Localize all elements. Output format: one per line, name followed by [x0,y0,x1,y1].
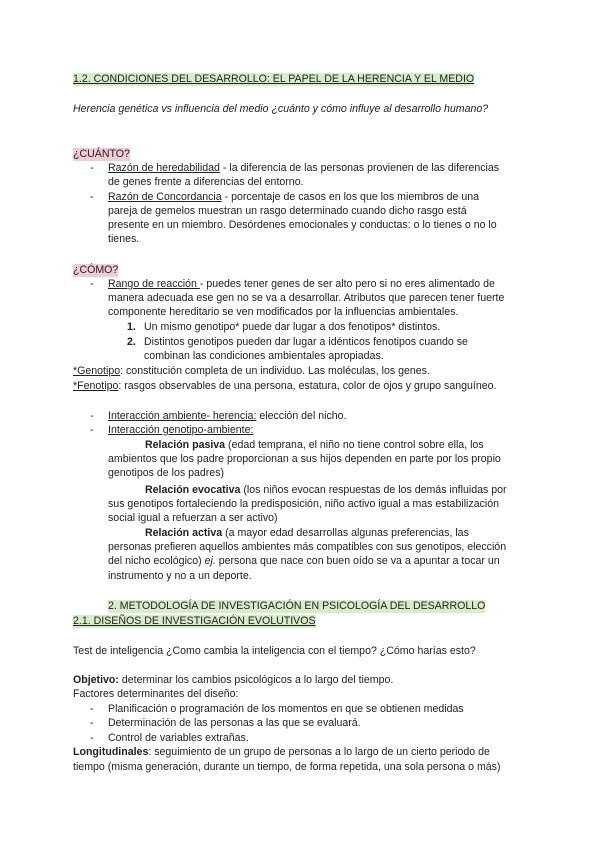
fenotipo-def [73,380,496,393]
text-line: tiempo (misma generación, durante un tiempo, de forma repetida, una sola persona o más) [73,761,501,773]
list-item: Planificación o programación de los momentos en que se obtienen medidas [108,703,464,715]
bullet-dash: - [90,278,94,290]
text-line: componente hereditario se ven modificados por la influencias ambientales. [108,306,459,318]
bullet-dash: - [90,717,94,729]
text-line: de genes frente a diferencias del entorno. [108,176,304,188]
bullet-dash: - [90,162,94,174]
objetivo-line [73,674,393,687]
text: (edad temprana, el niño no tiene control sobre ella, los [225,439,484,451]
bullet-dash: - [90,732,94,744]
longitudinales-line [73,746,490,759]
section-title: 1.2. CONDICIONES DEL DESARROLLO: EL PAPEL DE LA HERENCIA Y EL MEDIO [73,73,475,85]
text: : rasgos observables de una persona, estatura, color de ojos y grupo sanguíneo. [118,380,497,392]
bullet-dash: - [90,410,94,422]
interaccion-item1 [108,410,347,423]
list-number: 1. [127,321,136,333]
text-line: personas prefieren aquellos ambientes más compatibles con sus genotipos, elección [108,541,507,553]
term-longitudinales: Longitudinales [73,746,149,758]
text-line: Un mismo genotipo* puede dar lugar a dos fenotipos* distintos. [144,321,441,333]
section2-title: 2. METODOLOGÍA DE INVESTIGACIÓN EN PSICOLOGÍA DEL DESARROLLO [108,600,486,612]
text: : constitución completa de un individuo. Las moléculas, los genes. [120,365,430,377]
text-line: presente en un miembro. Desórdenes emocionales y conductas: o lo tienes o no lo [108,219,497,231]
term-interaccion-genotipo: Interacción genotipo-ambiente: [108,424,254,436]
text-line: tienes. [108,233,140,245]
genotipo-def [73,365,430,378]
cuanto-item2 [108,191,479,204]
term-heredabilidad: Razón de heredabilidad [108,162,220,174]
term-fenotipo: *Fenotipo [73,380,119,392]
term-concordancia: Razón de Concordancia [108,191,222,203]
text: del nicho ecológico) [108,555,205,567]
section21-title: 2.1. DISEÑOS DE INVESTIGACIÓN EVOLUTIVOS [73,615,316,627]
pasiva-line [145,439,484,452]
text-line: Distintos genotipos pueden dar lugar a idénticos fenotipos cuando se [144,336,468,348]
term-pasiva: Relación pasiva [145,439,226,451]
term-genotipo: *Genotipo [73,365,121,377]
bullet-dash: - [90,703,94,715]
list-item: Determinación de las personas a las que se evaluará. [108,717,361,729]
text: persona que nace con buen oído se va a apuntar a tocar un [215,555,500,567]
term-objetivo: Objetivo: [73,674,119,686]
term-activa: Relación activa [145,527,223,539]
list-number: 2. [127,336,136,348]
evocativa-line [145,484,507,497]
bullet-dash: - [90,191,94,203]
text: - porcentaje de casos en los que los miembros de una [221,191,480,203]
bullet-dash: - [90,424,94,436]
text: elección del nicho. [256,410,347,422]
text-line: pareja de gemelos muestran un rasgo determinado cuando dicho rasgo está [108,205,467,217]
cuanto-item1 [108,162,499,175]
text: - puedes tener genes de ser alto pero si no eres alimentado de [199,278,495,290]
como-heading: ¿CÓMO? [73,264,119,276]
text-line: genotipos de los padres) [108,467,225,479]
text-line: combinan las condiciones ambientales apropiadas. [144,350,384,362]
ej-abbrev: ej. [204,555,216,567]
como-item1 [108,278,495,291]
activa-example-line [108,555,500,568]
text: (los niños evocan respuestas de los demás influidas por [240,484,507,496]
list-item: Control de variables extrañas. [108,732,249,744]
text-line: sus genotipos fortaleciendo la predisposición, niño activo igual a mas estabilización [108,498,500,510]
text: (a mayor edad desarrollas algunas preferencias, las [222,527,469,539]
text-line: ambientos que los padre proporcionan a sus hijos dependen en parte por los propio [108,453,501,465]
cuanto-heading: ¿CUÁNTO? [73,148,130,160]
text: determinar los cambios psicológicos a lo largo del tiempo. [118,674,394,686]
subtitle: Herencia genética vs influencia del medio ¿cuánto y cómo influye al desarrollo humano? [73,103,489,115]
term-interaccion-ambiente: Interacción ambiente- herencia: [108,410,257,422]
factores-line: Factores determinantes del diseño: [73,688,239,700]
text: - la diferencia de las personas provienen de las diferencias [219,162,500,174]
term-evocativa: Relación evocativa [145,484,241,496]
text: : seguimiento de un grupo de personas a lo largo de un cierto periodo de [148,746,490,758]
activa-line [145,527,469,540]
text-line: manera adecuada ese gen no se va a desarrollar. Atributos que parecen tener fuerte [108,292,505,304]
term-rango: Rango de reacción [108,278,200,290]
text-line: social igual a refuerzan a ser activo) [108,512,278,524]
text-line: instrumento y no a un deporte. [108,570,252,582]
test-line: Test de inteligencia ¿Como cambia la inteligencia con el tiempo? ¿Cómo harías esto? [73,645,476,657]
